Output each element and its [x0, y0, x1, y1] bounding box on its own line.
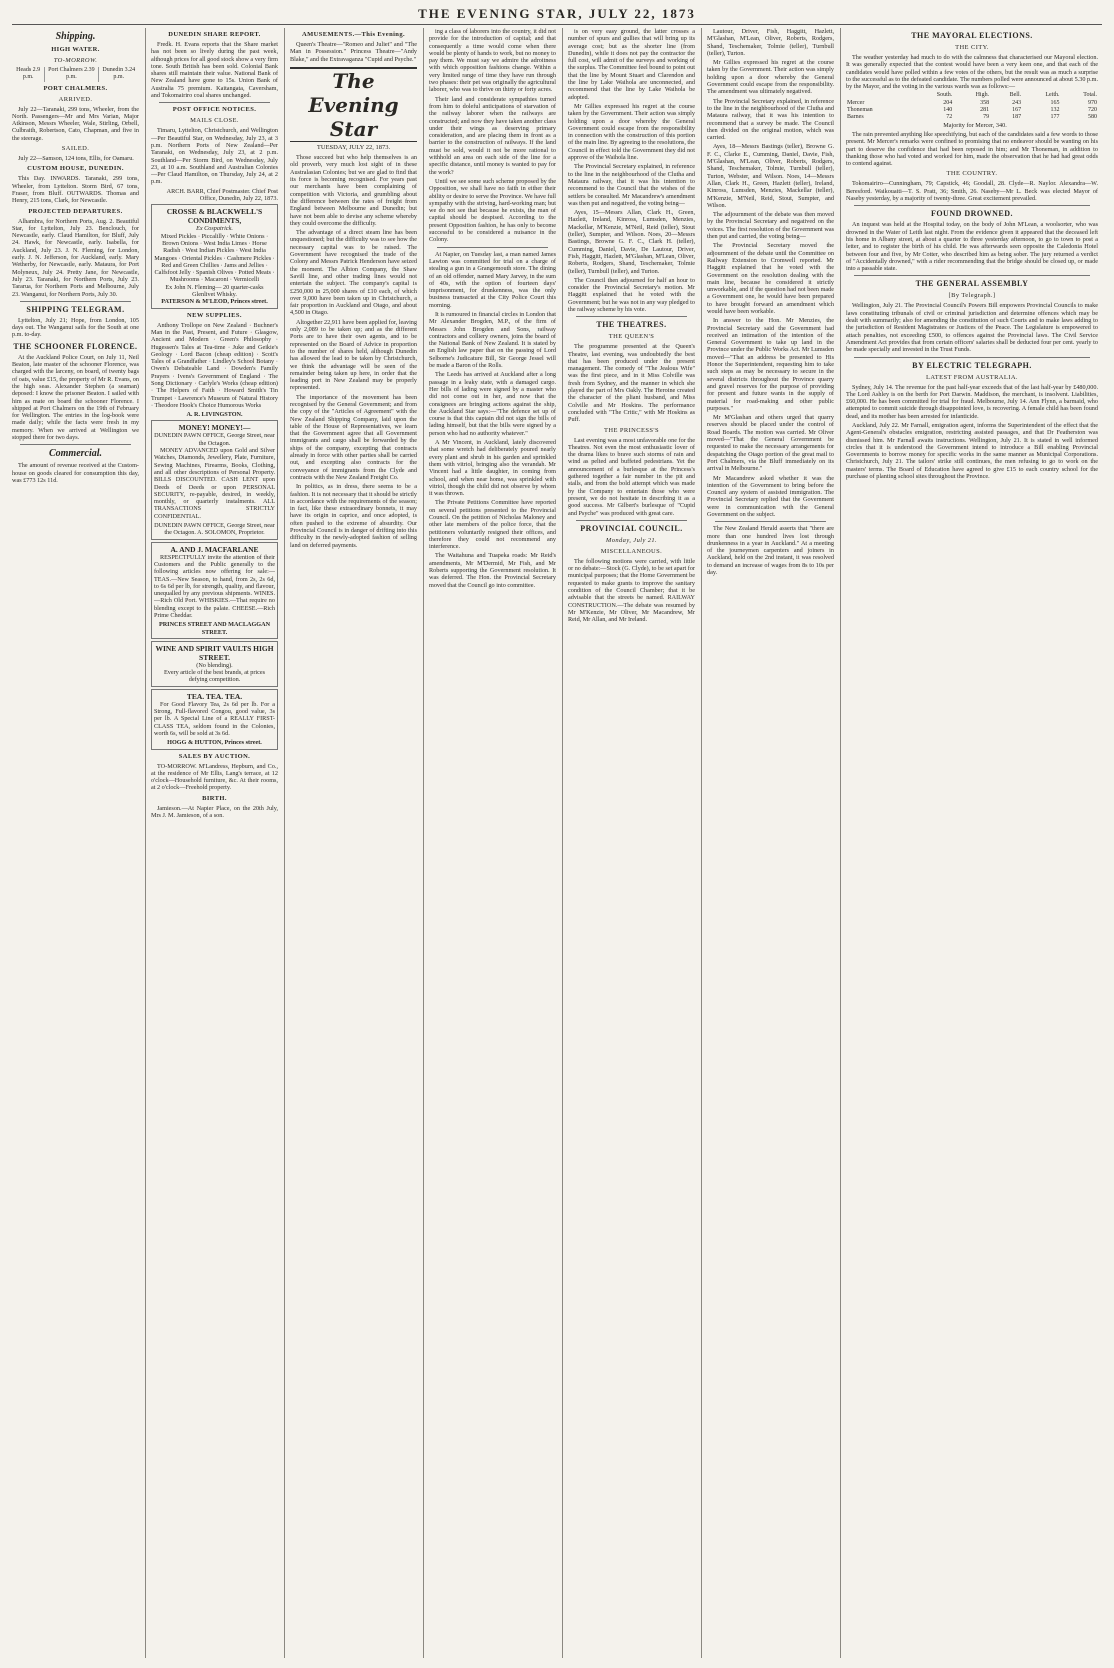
telegram-text: Lyttelton, July 21; Hope, from London, 105 days out. The Wanganui sails for the South at one p.m. to-day. [12, 316, 139, 339]
leader-paragraph: The advantage of a direct steam line has been unquestioned; but the difficulty was to see how the necessary capital was to be raised. The Government have recognised the trade of the Colony and Messrs Patrick Henderson have seized the moment. The Albion Company, the Shaw Savill line, and other trading lines would not entertain the subject. The company's capital is £250,000 in 25,000 shares of £10 each, of which over 9,000 have been taken up in Christchurch, a fair proportion in Auckland and Otago, and about 4,500 in Otago. [290, 229, 417, 317]
article-paragraph: Until we see some such scheme proposed by the Opposition, we shall have no faith in either their ability or desire to serve the Province. We have full sympathy with the striving, hard-working man; but we do not see that because he exists, the man of capital should be despised. According to the present Opposition fashion, he has only to become successful to be considered a nuisance in the Colony. [429, 177, 556, 244]
divider [854, 357, 1090, 358]
leader-paragraph: In politics, as in dress, there seems to be a fashion. It is not necessary that it should be strictly in accordance with the requirements of the season; in fact, like these extraordinary bonnets, it may have its origin in caprice, and once adopted, is often pushed to the extreme of absurdity. Our Provincial Council is in danger of drifting into this difficulty in the newly-adopted fashion of selling land on deferred payments. [290, 483, 417, 549]
column-rule [562, 28, 563, 1658]
customs-heading: CUSTOM HOUSE, DUNEDIN. [27, 165, 124, 173]
ad-title: TEA. TEA. TEA. [186, 691, 243, 701]
divider [20, 301, 131, 302]
ad-footer: Ex John N. Fleming— 20 quarter-casks Glenlivet Whisky. [165, 283, 264, 299]
poll-row [846, 100, 1098, 107]
divider [437, 247, 548, 248]
found-drowned-heading: FOUND DROWNED. [930, 209, 1014, 219]
column-rule [145, 28, 146, 1658]
ad-text: RESPECTFULLY invite the attention of their Customers and the Public generally to the following articles now offering for sale:— TEAS.—New Season, to hand, from 2s, 2s 6d, to 6s 6d per lb, for strength, quality, and flavour, unequalled by any previous shipments. WINES.—Rich Old Port. WHISKIES.—That require no blending except to the palate. CHEESE.—Rich Prime Cheddar. [154, 553, 275, 619]
newspaper-nameplate: The Evening Star [290, 67, 417, 142]
leader-paragraph: Those succeed but who help themselves is an old proverb, very much lost sight of in these Australasian Colonies; but we are glad to find that its force is becoming recognised. For years past our merchants have been complaining of competition with Victoria, and grumbling about the difference between the rates of freight from England between Melbourne and Dunedin; but have not been able to devise any scheme whereby they could overcome the difficulty. [290, 154, 417, 227]
poll-cell: 165 [1050, 99, 1060, 106]
column-6 [707, 28, 834, 1658]
post-office-heading: POST OFFICE NOTICES. [172, 106, 257, 114]
column-7 [846, 28, 1098, 1658]
pawn-office-ad [151, 420, 278, 539]
ad-title: A. AND J. MACFARLANE [170, 544, 259, 554]
found-drowned-text: An inquest was held at the Hospital today, on the body of John M'Lean, a woolsorter, who was drowned in the Water of Leith last night. From the evidence given it appeared that the deceased left his home in Albany street, at about a quarter to three yesterday afternoon, to go to town to post a letter, and to register the birth of his child. He was afterwards seen opposite the Caledonia Hotel between four and five, by Mr Cotter, who described him as being sober. The jury returned a verdict of "Accidentally drowned," with a rider recommending that the bridge should be closed up, or made into a passable state. [846, 221, 1098, 273]
crosse-blackwell-ad [151, 204, 278, 308]
port-chalmers-heading: PORT CHALMERS. [43, 84, 108, 92]
poll-header: South. [936, 92, 953, 99]
poll-cell: Barnes [847, 114, 864, 121]
article-paragraph: The Provincial Secretary explained, in reference to the line in the neighbourhood of the Clutha and Mataura railway, that it was his intention to recommend to the Council that the wishes of the settlers be consulted. Mr Macandrew's amendment was then put and negatived, the voting being— [568, 163, 695, 207]
sales-text: TO-MORROW. M'Landress, Hepburn, and Co., at the residence of Mr Ellis, Lang's terrace, at 12 o'clock—Household furniture, &c. At their rooms, at 2 o'clock—Freehold property. [151, 762, 278, 792]
theatre-review: The programme presented at the Queen's Theatre, last evening, was undoubtedly the best that has been produced under the present management. The comedy of "The Jealous Wife" was the first piece, and in it Miss Colville was fresh from Sydney, and the manner in which she played the part of Mrs Oakly. The Heroine created the character of the pliant husband, and Miss Colville and Mr Hoskins. The performance concluded with "The Critic," with Mr Hoskins as Puff. [568, 343, 695, 424]
city-label: THE CITY. [955, 44, 989, 51]
telegraph-text: Sydney, July 14. The revenue for the past half-year exceeds that of the last half-year by £480,000. The Lord Ashley is on the berth for Port Darwin. Maddison, the merchant, is insolvent. Liabilities, £60,000. He has been committed for trial for fraud. Melbourne, July 14. Ann Flynn, a barmaid, who attempted to commit suicide through disappointed love, is recovering. A female child has been found dead, and its mother has been arrested for infanticide. [846, 383, 1098, 420]
assembly-subheading: [By Telegraph.] [948, 292, 996, 300]
new-supplies-heading: NEW SUPPLIES. [187, 311, 242, 319]
poll-cell: 970 [1088, 99, 1097, 106]
column-1 [12, 28, 139, 1658]
mails-close-label: MAILS CLOSE. [190, 117, 239, 125]
article-paragraph: The New Zealand Herald asserts that "there are more than one hundred lives lost through drunkenness in a year in Auckland." At a meeting of the journeymen carpenters and joiners in Auckland, held on the 2nd instant, it was resolved to demand an increase of wages from 8s to 10s per day. [707, 525, 834, 577]
article-paragraph: Their land and considerate sympathies turned from him to doleful anticipations of starvation of the railway laborer when the railways are constructed; and now they have taken another class under their wings as deserving primary consideration, and are placing them in front as a barrier to the construction of railways. If the land must be sold, would it not be more rational to withhold an area on each side of the line for a specific distance, until money is wanted to pay for the work? [429, 95, 556, 176]
telegram-heading: SHIPPING TELEGRAM. [26, 304, 125, 314]
poll-header: High. [975, 92, 990, 99]
high-water-heading: HIGH WATER. [51, 46, 100, 53]
ad-subtitle: Ex Cospatrick. [196, 225, 233, 233]
poll-cell: 358 [980, 99, 990, 106]
poll-majority: Majority for Mercer, 340. [943, 121, 1007, 129]
ad-title: WINE AND SPIRIT VAULTS HIGH STREET. [155, 643, 274, 662]
article-paragraph: The Council then adjourned for half an hour to consider the Provincial Secretary's motion. Mr Haggitt explained that he voted with the Government; but he was not in any way pledged to the railway scheme by his vote. [568, 276, 695, 313]
commercial-text: The amount of revenue received at the Custom-house on goods cleared for consumption this day, was £773 12s 11d. [12, 462, 139, 484]
tide-cell: Port Chalmers 2.39 p.m. [45, 67, 98, 82]
country-label: THE COUNTRY. [946, 170, 998, 178]
poll-cell: 187 [1012, 114, 1022, 121]
assembly-text: Wellington, July 21. The Provincial Council's Powers Bill empowers Provincial Councils to make laws constituting tribunals of civil or criminal jurisdiction and determine offences which may be dealt with summarily; also for amending the constitution of such Courts and to make laws adding to the jurisdiction of Resident Magistrates or Justices of the Peace. The Legislature is empowered to attach penalties, not exceeding £500, to offences against the Provincial laws. The Civil Service Amendment Act provides that from certain officers' salaries shall be deducted four per cent. yearly to be made specially and invested in the Trust Funds. [846, 302, 1098, 354]
telegraph-text: Auckland, July 22. Mr Farnall, emigration agent, informs the Superintendent of the effect that the Agent-General's obstacles emigration, restricting assisted passages, and that Dr Featherston was dismissed him. Mr Farnall awaits instructions. Wellington, July 21. It is stated in well informed circles that it is understood the Government intend to introduce a Bill enabling Provincial Governments to borrow money for specific works in the same manner as Municipal Corporations. Christchurch, July 21. The tailors' strike still continues, the men refusing to go to work on the masters' terms. The Board of Education have agreed to give £15 to each country school for the purchase of planting school sites throughout the Province. [846, 421, 1098, 481]
council-date: Monday, July 21. [605, 536, 658, 544]
birth-heading: BIRTH. [202, 794, 227, 802]
projected-text: Alhambra, for Northern Ports, Aug. 2. Beautiful Star, for Lyttelton, July 23. Benclouch, for Newcastle, early. Claud Hamilton, for Bluff, July 24. Hawk, for Newcastle, early. Isabella, for Auckland, July 23. J. N. Fleming, for London, early. J. N. Jefferson, for Auckland, early. Mary Wetherby, for Newcastle, early. Mataura, for Port Molyneux, July 24. Pretty Jane, for Newcastle, July 23. Taranaki, for Northern Ports, July 23. Tararua, for Northern Ports and Melbourne, July 23. Wanganui, for Northern Ports, July 30. [12, 217, 139, 298]
poll-header [846, 92, 912, 99]
news-paragraph: At Napier, on Tuesday last, a man named James Lawton was committed for trial on a charge of stealing a gun in a Grangemouth store. The dining of an old offender, named Mary Jarvey, in the sum of 40s, with the option of fourteen days' imprisonment, for drunkenness, was the only business transacted at the City Police Court this morning. [429, 250, 556, 309]
birth-text: Jamieson.—At Napier Place, on the 20th July, Mrs J. M. Jamieson, of a son. [151, 804, 278, 820]
article-paragraph: In answer to the Hon. Mr Menzies, the Provincial Secretary said the Government had received an intimation of the intention of the General Government to take up land in the Province under the Public Works Act. Mr Lumsden moved—"That an address be presented to His Honor the Superintendent, requesting him to take such steps as may be necessary to secure in the several districts throughout the Province quarry and gravel reserves for the purpose of providing for present and future wants in the supply of material for road-making and other public purposes." [707, 317, 834, 412]
news-paragraph: It is rumoured in financial circles in London that Mr Alexander Brogden, M.P., of the firm of Messrs John Brogden and Sons, railway contractors and colliery owners, joins the board of the National Bank of New Zealand. It is stated by an English law paper that on the passing of Lord Selborne's Judicature Bill, Sir George Jessel will be made a Baron of the Rolls. [429, 310, 556, 370]
projected-heading: PROJECTED DEPARTURES. [28, 207, 123, 215]
amusements-heading: AMUSEMENTS.—This Evening. [301, 31, 405, 38]
ad-text: For Good Flavory Tea, 2s 6d per lb. For a Strong, Full-flavored Congou, good value, 3s per lb. A Special Line of a REALLY FIRST-CLASS TEA, seldom found in the Colonies, worth 6s, will be sold at 3s 6d. [154, 700, 275, 737]
divider [576, 316, 687, 317]
ad-signature: PRINCES STREET AND MACLAGGAN STREET. [158, 621, 271, 636]
divider [854, 275, 1090, 276]
divider [854, 205, 1090, 206]
poll-cell: 204 [943, 99, 953, 106]
poll-cell: Thoneman [847, 107, 873, 114]
tide-cell: Dunedin 3.24 p.m. [98, 67, 139, 82]
telegraph-subheading: LATEST FROM AUSTRALIA. [926, 373, 1018, 381]
poll-cell: 79 [983, 114, 990, 121]
article-paragraph: is on very easy ground, the latter crosses a number of spurs and gullies that will bring up its average cost; but as the shorter line (from Dunedin), while it does not pay the contractor the full cost, will admit of the surveys and working of the surplus. The Committee feel bound to point out that the line by Mount Stuart and Clarendon and the line by Lake Waihola are unconnected, and recommend that the line by Lake Waihola be adopted. [568, 28, 695, 101]
column-4 [429, 28, 556, 1658]
ad-subtitle: DUNEDIN PAWN OFFICE, George Street, near the Octagon. [154, 432, 275, 447]
division-list: Ayes, 18—Messrs Bastings (teller), Browne G. F. C., Clarke E., Cumming, Daniel, Davie, Fish, M'Glashan, M'Lean, Oliver, Roberts, Rodgers, Shand, Teschemaker, Tolmie, Turnbull (teller), Turton, Webster, and Wilson. Noes, 14—Messrs Allan, Clark H., Green, Hazlett (teller), Ireland, Kinross, Lumsden, Menzies, Mackellar (teller), M'Kenzie, M'Neil, Reid, Stout, Sumpter, and Wilson. [707, 143, 834, 209]
poll-cell: 140 [943, 107, 953, 114]
provincial-council-heading: PROVINCIAL COUNCIL. [580, 523, 683, 533]
customs-text: This Day. INWARDS. Taranaki, 299 tons, Wheeler, from Lyttelton. Storm Bird, 67 tons, Fraser, from Bluff. OUTWARDS. Thomas and Henry, 215 tons, Clark, for Newcastle. [12, 175, 139, 205]
ad-signature: PATERSON & M'LEOD, Princes street. [161, 298, 268, 306]
poll-cell: 177 [1050, 114, 1060, 121]
poll-cell: 243 [1012, 99, 1022, 106]
new-supplies-text: Anthony Trollope on New Zealand · Buchner's Man in the Past, Present, and Future · Glasgow, Ancient and Modern · Green's Philosophy · Hugessen's Tales at Tea-time · Juke and Geikie's Geology · Lord Bacon (cheap edition) · Scott's Tales of a Grandfather · Lindley's School Botany · Owen's Debateable Land · Dowden's Family Prayers · Ivens's Government of England · The Song Dictionary · Carlyle's Works (cheap edition) · The Helpers of Faith · Howard Smith's Tin Trumpet · Lawrence's Museum of Natural History · Theodore Hook's Choice Humorous Works [151, 321, 278, 409]
tide-table [12, 67, 139, 82]
livingston-signature: A. R. LIVINGSTON. [186, 411, 243, 419]
poll-cell: 72 [946, 114, 953, 121]
telegraph-heading: BY ELECTRIC TELEGRAPH. [912, 360, 1032, 370]
commercial-heading: Commercial. [48, 448, 103, 460]
ad-subtitle: (No blending). [196, 661, 233, 669]
column-5 [568, 28, 695, 1658]
divider [20, 444, 131, 445]
divider [576, 520, 687, 521]
masthead-rule [12, 24, 1102, 25]
columns [12, 28, 1102, 1658]
poll-cell: Mercer [847, 99, 865, 106]
tea-ad [151, 689, 278, 750]
masthead-title: THE EVENING STAR, JULY 22, 1873 [418, 6, 696, 21]
poll-row [846, 107, 1098, 114]
poll-header: Total. [1083, 92, 1097, 99]
divider [715, 521, 826, 522]
wine-vaults-ad [151, 641, 278, 687]
macfarlane-ad [151, 542, 278, 639]
poll-table [846, 92, 1098, 121]
poll-header: Leith. [1045, 92, 1060, 99]
princess-theatre-label: THE PRINCESS'S [604, 426, 659, 434]
florence-heading: THE SCHOONER FLORENCE. [13, 341, 138, 351]
share-report-heading: DUNEDIN SHARE REPORT. [168, 31, 261, 38]
sailed-label: SAILED. [61, 145, 90, 153]
post-office-signature: ARCH. BARR, Chief Postmaster. Chief Post Office, Dunedin, July 22, 1873. [166, 187, 278, 203]
article-paragraph: Mr M'Glashan and others urged that quarry reserves should be placed under the control of Road Boards. The motion was carried. Mr Oliver moved—"That the General Government be requested to make the necessary arrangements for despatching the Otago portion of the great mail to Port Chalmers, via the Bluff immediately on its arrival in Melbourne." [707, 414, 834, 473]
share-report-text: Fredk. H. Evans reports that the Share market has not been so lively during the past week, although prices for all good stock show a very firm tone. South British has been sold. Colonial Bank shares still maintain their value. National Bank of New Zealand have gone to 15s. Union Bank of Australia 75 premium. Kaitangata, Caversham, and Tokomairiro coal shares unchanged. [151, 41, 278, 100]
article-paragraph: The Provincial Secretary explained, in reference to the line in the neighbourhood of the Clutha and Mataura railway, that it was his intention to recommend that a survey be made. The Council then divided on the original motion, which was carried. [707, 97, 834, 142]
mayoral-text: The rain prevented anything like speechifying, but each of the candidates said a few words to those present. Mr Mercer's remarks were confined to promising that no endeavor should be wanting on his part to deserve the confidence that had been reposed in him; and Mr Thoneman, in addition to thanking those who had voted and worked for him, made the observation that he had had great odds to contend against. [846, 130, 1098, 168]
dateline: TUESDAY, JULY 22, 1873. [316, 143, 391, 151]
column-rule [840, 28, 841, 1658]
page-masthead [12, 6, 1102, 24]
sailed-text: July 22—Samson, 124 tons, Ellis, for Oamaru. [18, 155, 134, 163]
column-rule [284, 28, 285, 1658]
arrived-label: ARRIVED. [58, 95, 93, 103]
ad-title: MONEY! MONEY!— [178, 423, 251, 433]
leader-paragraph: Altogether 22,911 have been applied for, leaving only 2,089 to be taken up; and as the different Ports are to have their own agents, and to be represented on the Board of Advice in proportion to the number of shares held, although Dunedin has allowed the lead to be taken by Christchurch, we think the advantage will be seen of the remainder being taken up here, in order that the leading port in New Zealand may be properly represented. [290, 318, 417, 392]
article-paragraph: Mr Gillies expressed his regret at the course taken by the Government. Their action was simply holding upon a door whereby the General Government could escape from the responsibility. The amendment was ultimately negatived. [707, 59, 834, 96]
poll-row [846, 114, 1098, 121]
news-paragraph: The Leeds has arrived at Auckland after a long passage in a leaky state, with a damaged cargo. Her bills of lading were signed by a master who did not come out in her, and now that the consignees are bringing actions against the ship, the Auckland Star says:—"The defence set up of course is that this captain did not sign the bills of lading himself, but that the bills were signed by a person who had no authority whatever." [429, 371, 556, 437]
news-paragraph: The Waitahuna and Tuapeka roads: Mr Reid's amendments, Mr M'Dermid, Mr Fish, and Mr Roberts supporting the Government resolution. It was deferred. The Hon. the Provincial Secretary moved that the Council go into committee. [429, 552, 556, 589]
country-text: Tokomairiro—Cunningham, 79; Capstick, 46; Goodall, 28. Clyde—R. Naylor. Alexandra—W. Beresford. Waikouaiti—T. S. Pratt, 36; Smith, 26. Naseby—Mr L. Beck was elected Mayor of Naseby yesterday, by a majority of twenty-three. Great excitement prevailed. [846, 180, 1098, 203]
council-text: The following motions were carried, with little or no debate:—Stock (G. Clyde), to be set apart for municipal purposes; that the Home Government be requested to make grants to improve the sanitary condition of the Council Chamber; that it be advisable that the streets be named. RAILWAY CONSTRUCTION.—The debate was resumed by Mr M'Kenzie, Mr Oliver, Mr Macandrew, Mr Reid, Mr Allan, and Mr Ireland. [568, 557, 695, 624]
ad-text: MONEY ADVANCED upon Gold and Silver Watches, Diamonds, Jewellery, Plate, Furniture, Sewing Machines, Firearms, Books, Clothing, and all other descriptions of Personal Property. BILLS DISCOUNTED. CASH LENT upon Deeds of Deeds or upon PERSONAL SECURITY, re-payable, desired, in weekly, monthly, or quarterly instalments. ALL TRANSACTIONS STRICTLY CONFIDENTIAL. [154, 447, 275, 520]
column-3 [290, 28, 417, 1658]
poll-cell: 720 [1088, 107, 1097, 114]
article-paragraph: ing a class of laborers into the country, it did not provide for the introduction of capital; and that consequently a time would come when there would be plenty of hands to work, but no money to pay them. We must say we admire the adroitness with which opposition fashions change. Within a very limited range of time they have run through two phases: their pet was originally the agricultural laborer, who was to thrive on thirty or forty acres. [429, 28, 556, 94]
news-paragraph: The Private Petitions Committee have reported on several petitions presented to the Provincial Council. On the petition of Nicholas Maloney and other late members of the police force, that the petitioners voluntarily resigned their offices, and therefore they could not recommend any interference. [429, 499, 556, 551]
division-list: Ayes, 15—Messrs Allan, Clark H., Green, Hazlett, Ireland, Kinross, Lumsden, Menzies, Mackellar, M'Kenzie, M'Neil, Reid (teller), Stout (teller), Sumpter, and Wilson. Noes, 20—Messrs Bastings, Browne G. F. C., Clark H. (teller), Cumming, Daniel, Davie, De Lautour, Driver, Fish, Haggitt, Hazlett, M'Glashan, M'Lean, Oliver, Roberts, Rodgers, Shand, Teschemaker, Tolmie (teller), Turnbull (teller), and Turton. [568, 209, 695, 275]
florence-text: At the Auckland Police Court, on July 11, Neil Beaton, late master of the schooner Florence, was charged with the larceny, on board, of twenty bags of oats, value £15, the property of Mr R. Evans, on the high seas. Alexander Stephen (a seaman) deposed: I know the prisoner Beaton. I sailed with him as mate on board the schooner Florence. I shipped at Port Chalmers on the 19th of February for Wellington. The entries in the log-book were made daily; while the facts were fresh in my memory. When we arrived at Wellington we stopped there for two days. [12, 353, 139, 441]
poll-header-row [846, 92, 1098, 99]
theatre-review: Last evening was a most unfavorable one for the Theatres. Not even the most enthusiastic lover of the drama likes to brave such storms of rain and wind as pelted and buffeted pedestrians. Yet the announcement of a burlesque at the Princess's gathered together a fair number in the pit and stalls, and from the bold attempt which was made by the Company to entertain those who were present, we do not hesitate in describing it as a good success. Mr Gilbert's burlesque of "Cupid and Psyche" was produced with great care. [568, 436, 695, 517]
sales-heading: SALES BY AUCTION. [178, 752, 251, 760]
poll-cell: 167 [1012, 107, 1022, 114]
article-paragraph: Lautour, Driver, Fish, Haggitt, Hazlett, M'Glashan, M'Lean, Oliver, Roberts, Rodgers, Shand, Teschemaker, Tolmie (teller), Turnbull (teller), Turton. [707, 28, 834, 57]
newspaper-page [12, 6, 1102, 1662]
divider [159, 102, 270, 103]
article-paragraph: Mr Gillies expressed his regret at the course taken by the Government. Their action was simply holding upon a door whereby the General Government could escape from the responsibility in connection with the construction of this portion of the main line. By agreeing to the resolutions, the Council in effect told the Government they did not approve of the Waihola line. [568, 102, 695, 162]
shipping-heading: Shipping. [55, 31, 96, 42]
article-paragraph: The Provincial Secretary moved the adjournment of the debate until the Committee on Railway Extension to Cromwell reported. Mr Haggitt explained that he voted with the Government on the resolution dealing with the main line, because he considered it strictly unworkable, and if the question had not been made a Government one, he would have been prepared to have brought forward an amendment which would have been workable. [707, 242, 834, 315]
ad-text: Every article of the best brands, at prices defying competition. [163, 669, 266, 684]
ad-signature: DUNEDIN PAWN OFFICE, George Street, near the Octagon. A. SOLOMON, Proprietor. [154, 522, 275, 537]
tide-cell: Heads 2.9 p.m. [16, 67, 41, 81]
news-paragraph: A Mr Vincent, in Auckland, lately discovered that some wretch had deliberately poured nearly every plant and shrub in his garden and sprinkled them with vitriol, bringing also the verandah. Mr Vincent had a little daughter, in coming from school, and when near home, was sprinkled with vitriol, though the child did not observe by whom it was thrown. [429, 439, 556, 498]
column-rule [701, 28, 702, 1658]
ad-items: Mixed Pickles · Piccalilly · White Onions · Brown Onions · West India Limes · Horse Radish · West Indian Pickles · West India Mangoes · Oriental Pickles · Cashmere Pickles · Red and Green Chillies · Jams and Jellies · Calfsfoot Jelly · Spanish Olives · Potted Meats · Mushrooms · Macaroni · Vermicelli [154, 232, 275, 284]
poll-cell: 132 [1050, 107, 1060, 114]
column-rule [423, 28, 424, 1658]
amusements-text: Queen's Theatre—"Romeo and Juliet" and "The Man in Possession." Princess Theatre—"Andy Blake," and the Extravaganza "Cupid and Psyche." [290, 41, 417, 63]
mayoral-text: The weather yesterday had much to do with the calmness that characterised our Mayoral election. It was generally expected that the contest would have been a very keen one, and that each of the candidates would have polled within a few votes of the others, but the result was as much a surprise to the successful as to the defeated candidate. The numbers polled were announced at about 5.30 p.m. by the Mayor, and the voting in the various wards was as follows:— [846, 54, 1098, 91]
ad-title: CROSSE & BLACKWELL'S CONDIMENTS, [166, 207, 263, 226]
article-paragraph: The adjournment of the debate was then moved by the Provincial Secretary and negatived on the voices. The first resolution of the Government was then put and carried, the voting being— [707, 211, 834, 241]
column-2 [151, 28, 278, 1658]
ad-signature: HOGG & HUTTON, Princes street. [167, 739, 262, 747]
mayoral-heading: THE MAYORAL ELECTIONS. [911, 31, 1033, 40]
arrived-text: July 22—Taranaki, 299 tons, Wheeler, from the North. Passengers—Mr and Mrs Varian, Major Atkinson, Messrs Wheeler, Wale, Stirling, Orbell, Culbraith, Robertson, Cato, Chapman, and five in the steerage. [12, 105, 139, 142]
post-office-text: Timaru, Lyttelton, Christchurch, and Wellington—Per Beautiful Star, on Wednesday, July 23, at 3 p.m. Northern Ports of New Zealand—Per Taranaki, on Wednesday, July 23, at 2 p.m. Southland—Per Storm Bird, on Wednesday, July 23, at 10 a.m. Southland and Australian Colonies—Per Claud Hamilton, on Thursday, July 24, at 2 p.m. [151, 127, 278, 186]
poll-cell: 580 [1088, 114, 1097, 121]
council-subheading: MISCELLANEOUS. [600, 547, 663, 555]
theatres-heading: THE THEATRES. [596, 320, 667, 330]
article-paragraph: Mr Macandrew asked whether it was the intention of the Government to bring before the Council any system of assisted immigration. The Provincial Secretary replied that the Government were in communication with the General Government on the subject. [707, 474, 834, 518]
leader-paragraph: The importance of the movement has been recognised by the General Government; and from the copy of the "Articles of Agreement" with the New Zealand Shipping Company, laid upon the table of the House of Representatives, we learn that the Government agree that all Government immigrants and cargo shall be forwarded by the ships of the company, excepting that contracts already in force with other parties shall be carried out, and excepting also contracts for the conveyance of immigrants from the Clyde and contracts with the New Zealand Freight Co. [290, 393, 417, 481]
assembly-heading: THE GENERAL ASSEMBLY [915, 279, 1029, 289]
queens-theatre-label: THE QUEEN'S [608, 333, 655, 341]
poll-cell: 281 [980, 107, 990, 114]
poll-header: Bell. [1009, 92, 1022, 99]
tide-label: TO-MORROW. [53, 57, 98, 64]
